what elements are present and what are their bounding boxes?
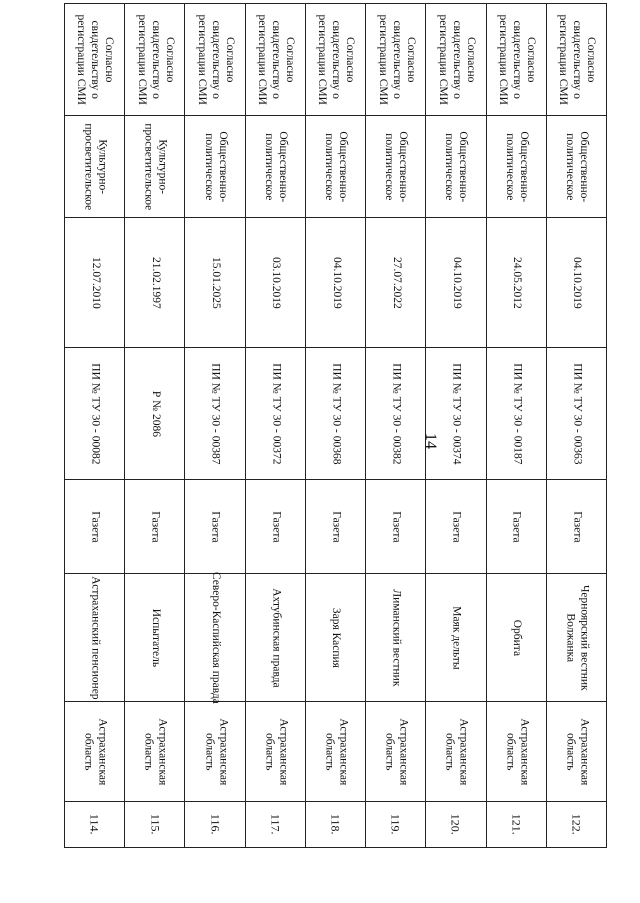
name-cell-text (389, 589, 403, 686)
reg-number-cell (305, 348, 365, 480)
text-line: политическое (383, 132, 396, 201)
row-number-cell (486, 802, 546, 848)
basis-cell-text (556, 14, 597, 104)
reg-number-cell (185, 348, 245, 480)
row-number-cell-text: 115. (148, 814, 163, 835)
reg-number-cell-text: ПИ № ТУ 30 - 00372 (270, 362, 283, 465)
date-cell (125, 218, 185, 348)
reg-number-cell-text: ПИ № ТУ 30 - 00387 (209, 362, 222, 465)
text-line: регистрации СМИ (497, 14, 510, 105)
name-cell (366, 574, 426, 702)
name-cell-text (148, 608, 162, 666)
text-line: Согласно (524, 36, 537, 83)
kind-cell (185, 116, 245, 218)
text-line: Культурно- (156, 139, 169, 194)
type-cell (366, 480, 426, 574)
region-row (65, 702, 607, 802)
row-number-cell (366, 802, 426, 848)
type-cell (546, 480, 606, 574)
type-cell (245, 480, 305, 574)
reg-number-cell-text: ПИ № ТУ 30 - 00363 (571, 362, 584, 465)
region-cell (185, 702, 245, 802)
text-line: область (203, 732, 216, 771)
num-row (65, 802, 607, 848)
kind-cell-text (382, 131, 410, 202)
reg-number-cell (426, 348, 486, 480)
type-cell-text: Газета (89, 510, 102, 543)
date-cell (185, 218, 245, 348)
text-line: область (263, 732, 276, 771)
row-number-cell-text: 118. (328, 814, 343, 835)
region-cell-text (81, 718, 109, 785)
text-line: область (504, 732, 517, 771)
name-cell (305, 574, 365, 702)
row-number-cell (546, 802, 606, 848)
text-line: Согласно (464, 36, 477, 83)
row-number-cell (426, 802, 486, 848)
kind-cell-text (81, 123, 109, 210)
text-line: политическое (203, 132, 216, 201)
reg-number-cell (546, 348, 606, 480)
region-cell-text (261, 718, 289, 785)
text-line: область (82, 732, 95, 771)
name-cell (546, 574, 606, 702)
media-registry-table (64, 3, 606, 847)
text-line: Астраханский пенсионер (89, 575, 102, 700)
region-cell-text (201, 718, 229, 785)
date-cell-text: 04.10.2019 (571, 256, 584, 309)
region-cell-text (442, 718, 470, 785)
type-cell-text: Газета (390, 510, 403, 543)
date-cell-text: 15.01.2025 (209, 256, 222, 309)
region-cell (305, 702, 365, 802)
row-number-cell-text: 121. (509, 813, 524, 835)
reg-number-cell (65, 348, 125, 480)
kind-cell (125, 116, 185, 218)
text-line: Общественно- (517, 131, 530, 202)
name-cell-text (449, 606, 463, 669)
row-number-cell (185, 802, 245, 848)
text-line: свидетельству о (149, 20, 162, 99)
kind-row (65, 116, 607, 218)
text-line: Согласно (585, 36, 598, 83)
text-line: Общественно- (397, 131, 410, 202)
region-cell (426, 702, 486, 802)
text-line: Согласно (223, 36, 236, 83)
kind-cell (65, 116, 125, 218)
text-line: Маяк дельты (450, 605, 463, 670)
name-cell (245, 574, 305, 702)
text-line: Культурно- (96, 139, 109, 194)
date-cell (305, 218, 365, 348)
text-line: свидетельству о (511, 20, 524, 99)
text-line: регистрации СМИ (256, 14, 269, 105)
row-number-cell-text: 116. (208, 814, 223, 835)
date-cell-text: 04.10.2019 (450, 256, 463, 309)
reg-number-cell (125, 348, 185, 480)
name-cell-text (329, 607, 343, 667)
type-cell-text: Газета (450, 510, 463, 543)
text-line: свидетельству о (330, 20, 343, 99)
text-line: свидетельству о (390, 20, 403, 99)
row-number-cell (125, 802, 185, 848)
type-cell (305, 480, 365, 574)
row-number-cell (245, 802, 305, 848)
date-cell (65, 218, 125, 348)
text-line: просветительское (82, 123, 95, 210)
region-cell-text (502, 718, 530, 785)
name-cell (486, 574, 546, 702)
region-cell (245, 702, 305, 802)
text-line: свидетельству о (450, 20, 463, 99)
basis-cell (245, 4, 305, 116)
basis-cell-text (134, 14, 175, 104)
type-cell-text: Газета (511, 510, 524, 543)
reg-number-cell-text: ПИ № ТУ 30 - 00382 (390, 362, 403, 465)
text-line: область (323, 732, 336, 771)
text-line: Общественно- (578, 131, 591, 202)
row-number-cell-text: 119. (388, 814, 403, 835)
kind-cell (546, 116, 606, 218)
basis-cell-text (194, 14, 235, 104)
text-line: Астраханская (277, 718, 290, 785)
text-line: свидетельству о (270, 20, 283, 99)
text-line: Согласно (103, 36, 116, 83)
text-line: область (443, 732, 456, 771)
text-line: Заря Каспия (330, 607, 343, 668)
type-cell-text: Газета (571, 510, 584, 543)
text-line: Астраханская (337, 718, 350, 785)
kind-cell (366, 116, 426, 218)
date-cell-text: 24.05.2012 (511, 256, 524, 309)
text-line: Черноярский вестник (578, 584, 591, 691)
region-cell-text (382, 718, 410, 785)
text-line: регистрации СМИ (376, 14, 389, 105)
type-row (65, 480, 607, 574)
row-number-cell (65, 802, 125, 848)
basis-cell-text (375, 14, 416, 104)
text-line: Северо-Каспийская правда (209, 571, 222, 704)
name-cell (65, 574, 125, 702)
date-cell-text: 27.07.2022 (390, 256, 403, 309)
text-line: Орбита (511, 619, 524, 656)
basis-cell (486, 4, 546, 116)
region-cell (125, 702, 185, 802)
text-line: политическое (323, 132, 336, 201)
text-line: регистрации СМИ (75, 14, 88, 105)
reg-number-cell (486, 348, 546, 480)
basis-cell (426, 4, 486, 116)
row-number-cell (305, 802, 365, 848)
kind-cell-text (261, 131, 289, 202)
text-line: политическое (443, 132, 456, 201)
kind-cell (486, 116, 546, 218)
date-cell-text: 12.07.2010 (89, 256, 102, 309)
text-line: свидетельству о (89, 20, 102, 99)
text-line: область (142, 732, 155, 771)
text-line: регистрации СМИ (196, 14, 209, 105)
basis-cell-text (315, 14, 356, 104)
date-cell (426, 218, 486, 348)
name-cell (426, 574, 486, 702)
name-cell (185, 571, 245, 704)
region-cell (65, 702, 125, 802)
kind-cell-text (201, 131, 229, 202)
text-line: политическое (263, 132, 276, 201)
type-cell-text: Газета (330, 510, 343, 543)
reg-row (65, 348, 607, 480)
region-cell-text (141, 718, 169, 785)
text-line: Астраханская (96, 718, 109, 785)
basis-cell (546, 4, 606, 116)
name-cell-text (208, 572, 222, 704)
reg-number-cell (245, 348, 305, 480)
text-line: Ахтубинская правда (270, 587, 283, 688)
registry-table-grid (64, 3, 607, 848)
text-line: Согласно (344, 36, 357, 83)
text-line: Лиманский вестник (390, 588, 403, 687)
text-line: свидетельству о (571, 20, 584, 99)
type-cell (426, 480, 486, 574)
reg-number-cell (366, 348, 426, 480)
kind-cell-text (563, 131, 591, 202)
text-line: Астраханская (457, 718, 470, 785)
text-line: Волжанка (564, 613, 577, 662)
text-line: Астраханская (578, 718, 591, 785)
basis-cell-text (435, 14, 476, 104)
basis-cell-text (255, 14, 296, 104)
type-cell (65, 480, 125, 574)
text-line: регистрации СМИ (316, 14, 329, 105)
text-line: Общественно- (457, 131, 470, 202)
row-number-cell-text: 122. (569, 813, 584, 835)
kind-cell (245, 116, 305, 218)
type-cell (486, 480, 546, 574)
date-cell-text: 21.02.1997 (149, 256, 162, 309)
kind-cell-text (322, 131, 350, 202)
name-cell-text (88, 576, 102, 699)
type-cell (185, 480, 245, 574)
text-line: Согласно (404, 36, 417, 83)
text-line: регистрации СМИ (135, 14, 148, 105)
reg-number-cell-text: Р № 2086 (149, 390, 162, 437)
name-row (65, 574, 607, 702)
date-row (65, 218, 607, 348)
text-line: Общественно- (277, 131, 290, 202)
date-cell (546, 218, 606, 348)
date-cell (366, 218, 426, 348)
text-line: политическое (564, 132, 577, 201)
region-cell (486, 702, 546, 802)
text-line: Общественно- (216, 131, 229, 202)
text-line: просветительское (142, 123, 155, 210)
basis-row (65, 4, 607, 116)
page-number: 14 (422, 433, 439, 449)
text-line: Астраханская (517, 718, 530, 785)
name-cell (125, 574, 185, 702)
text-line: Астраханская (156, 718, 169, 785)
name-cell-text (509, 619, 523, 655)
type-cell-text: Газета (209, 510, 222, 543)
name-cell-text (268, 588, 282, 687)
text-line: свидетельству о (209, 20, 222, 99)
kind-cell (426, 116, 486, 218)
basis-cell-text (74, 14, 115, 104)
reg-number-cell-text: ПИ № ТУ 30 - 00374 (450, 362, 463, 465)
kind-cell-text (502, 131, 530, 202)
text-line: Согласно (283, 36, 296, 83)
reg-number-cell-text: ПИ № ТУ 30 - 00187 (511, 362, 524, 465)
row-number-cell-text: 117. (268, 814, 283, 835)
basis-cell (185, 4, 245, 116)
region-cell-text (322, 718, 350, 785)
date-cell (486, 218, 546, 348)
basis-cell-text (495, 14, 536, 104)
text-line: область (383, 732, 396, 771)
kind-cell-text (141, 123, 169, 210)
text-line: область (564, 732, 577, 771)
text-line: Астраханская (216, 718, 229, 785)
row-number-cell-text: 120. (449, 813, 464, 835)
type-cell-text: Газета (270, 510, 283, 543)
reg-number-cell-text: ПИ № ТУ 30 - 00082 (89, 362, 102, 465)
reg-number-cell-text: ПИ № ТУ 30 - 00368 (330, 362, 343, 465)
date-cell (245, 218, 305, 348)
region-cell (546, 702, 606, 802)
basis-cell (65, 4, 125, 116)
row-number-cell-text: 114. (87, 814, 102, 835)
kind-cell-text (442, 131, 470, 202)
kind-cell (305, 116, 365, 218)
text-line: Астраханская (397, 718, 410, 785)
basis-cell (366, 4, 426, 116)
date-cell-text: 03.10.2019 (270, 256, 283, 309)
text-line: регистрации СМИ (557, 14, 570, 105)
region-cell (366, 702, 426, 802)
region-cell-text (563, 718, 591, 785)
text-line: политическое (504, 132, 517, 201)
text-line: Общественно- (337, 131, 350, 202)
basis-cell (125, 4, 185, 116)
type-cell (125, 480, 185, 574)
date-cell-text: 04.10.2019 (330, 256, 343, 309)
name-cell-text (563, 585, 591, 691)
basis-cell (305, 4, 365, 116)
text-line: Испытатель (149, 608, 162, 667)
type-cell-text: Газета (149, 510, 162, 543)
text-line: Согласно (163, 36, 176, 83)
text-line: регистрации СМИ (437, 14, 450, 105)
